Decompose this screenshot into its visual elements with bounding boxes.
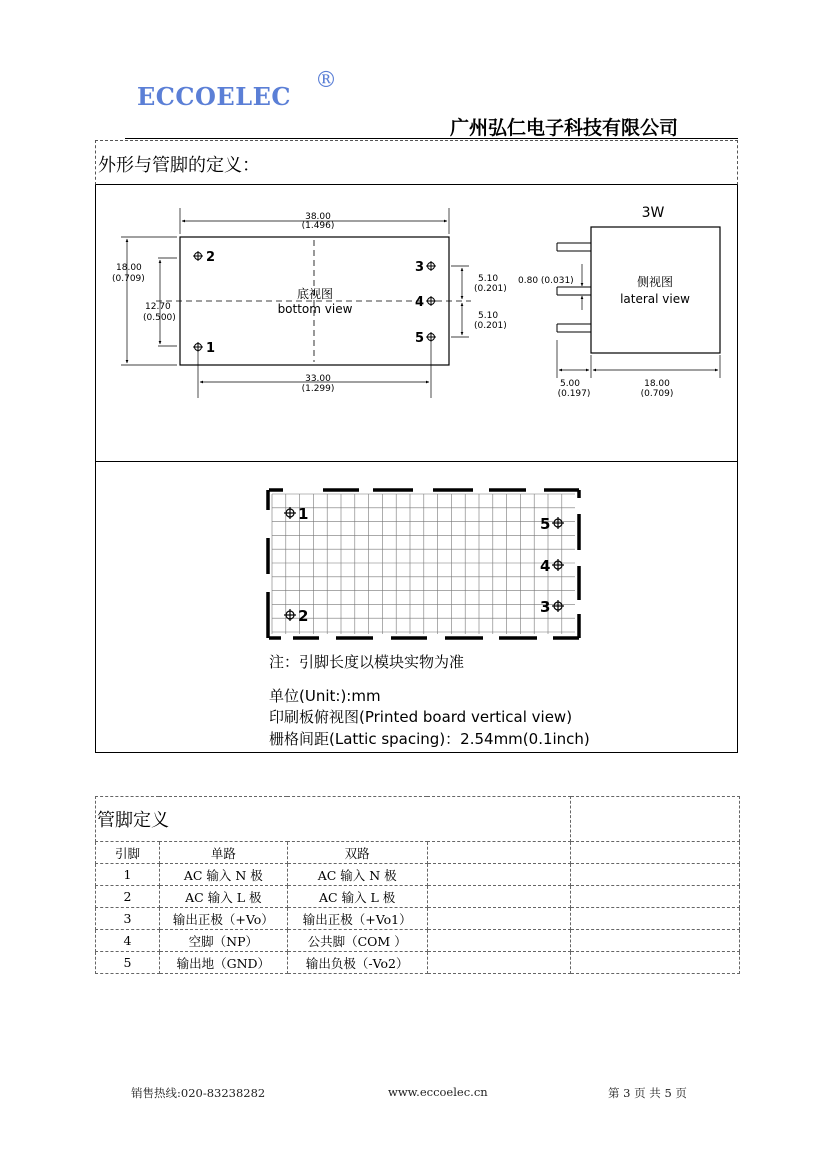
pcb-layout-drawing	[96, 462, 737, 752]
section-title: 外形与管脚的定义：	[98, 155, 260, 176]
pin-marker-1	[193, 342, 203, 352]
pcb-note: 注：引脚长度以模块实物为准	[269, 653, 465, 671]
pitch-b-inch: (0.201)	[474, 321, 507, 331]
top-width-label: 38.00	[305, 212, 331, 222]
pcb-spacing: 栅格间距(Lattic spacing)：2.54mm(0.1inch)	[269, 730, 590, 748]
pcb-pin-label-3: 3	[540, 598, 551, 616]
pin-label-5: 5	[415, 331, 425, 346]
pcb-view-caption: 印刷板俯视图(Printed board vertical view)	[269, 708, 573, 726]
pin-definition-table	[95, 796, 740, 974]
pcb-unit: 单位(Unit:):mm	[269, 687, 381, 705]
table-row: 5 输出地（GND） 输出负极（-Vo2）	[96, 952, 740, 974]
table-header-row	[96, 842, 740, 864]
side-view-outline	[591, 227, 720, 353]
side-view-en: lateral view	[620, 292, 690, 306]
footer-page-number: 第 3 页 共 5 页	[608, 1086, 687, 1100]
top-width-inch: (1.496)	[301, 221, 335, 231]
col-header-pin: 引脚	[96, 842, 160, 864]
side-view-cn: 侧视图	[636, 275, 674, 289]
dimension-drawing	[96, 185, 737, 461]
pcb-layout-box	[95, 462, 738, 753]
col-header-single: 单路	[159, 842, 287, 864]
pin-marker-3	[426, 261, 436, 271]
bottom-view-en: bottom view	[277, 302, 353, 316]
pin-marker-4	[426, 296, 436, 306]
footer-hotline: 销售热线:020-83238282	[131, 1086, 266, 1100]
col-header-dual: 双路	[287, 842, 427, 864]
pcb-pin-label-4: 4	[540, 557, 551, 575]
pcb-grid	[272, 494, 575, 634]
dimension-drawing-box	[95, 185, 738, 462]
table-row: 2 AC 输入 L 极 AC 输入 L 极	[96, 886, 740, 908]
bottom-view-cn: 底视图	[296, 287, 334, 301]
pin-label-2: 2	[206, 250, 216, 265]
pin-span-inch: (0.500)	[143, 313, 176, 323]
side-view-title: 3W	[641, 205, 665, 221]
side-width-label: 18.00	[644, 379, 670, 389]
bottom-width-label: 33.00	[305, 374, 331, 384]
pin-table-title: 管脚定义	[96, 797, 571, 842]
pin-label-4: 4	[415, 295, 425, 310]
company-logo: ECCOELEC	[137, 82, 291, 111]
pin-diameter-label: 0.80 (0.031)	[518, 276, 574, 286]
height-inch: (0.709)	[112, 274, 145, 284]
pitch-a-label: 5.10	[478, 274, 499, 284]
table-row: 3 输出正极（+Vo） 输出正极（+Vo1）	[96, 908, 740, 930]
pcb-pin-marker-3	[552, 600, 564, 612]
pin-marker-2	[193, 251, 203, 261]
side-width-inch: (0.709)	[640, 389, 674, 399]
pitch-b-label: 5.10	[478, 311, 499, 321]
pin-label-1: 1	[206, 341, 216, 356]
table-row: 1 AC 输入 N 极 AC 输入 N 极	[96, 864, 740, 886]
pin-length-label: 5.00	[559, 379, 581, 389]
pin-label-3: 3	[415, 260, 425, 275]
pitch-a-inch: (0.201)	[474, 284, 507, 294]
pin-span-label: 12.70	[145, 302, 171, 312]
table-row: 4 空脚（NP） 公共脚（COM ）	[96, 930, 740, 952]
registered-mark: ®	[315, 68, 337, 93]
pin-marker-5	[426, 332, 436, 342]
pin-length-inch: (0.197)	[557, 389, 591, 399]
pcb-pin-marker-5	[552, 517, 564, 529]
section-title-box	[95, 140, 738, 185]
side-pins	[557, 243, 591, 332]
height-label: 18.00	[116, 263, 142, 273]
pcb-pin-label-2: 2	[298, 607, 309, 625]
pcb-pin-label-1: 1	[298, 505, 309, 523]
company-name: 广州弘仁电子科技有限公司	[450, 117, 679, 139]
pcb-pin-marker-4	[552, 559, 564, 571]
header-rule	[125, 138, 738, 139]
footer-website[interactable]: www.eccoelec.cn	[388, 1085, 488, 1099]
bottom-width-inch: (1.299)	[301, 384, 335, 394]
pcb-pin-label-5: 5	[540, 515, 551, 533]
